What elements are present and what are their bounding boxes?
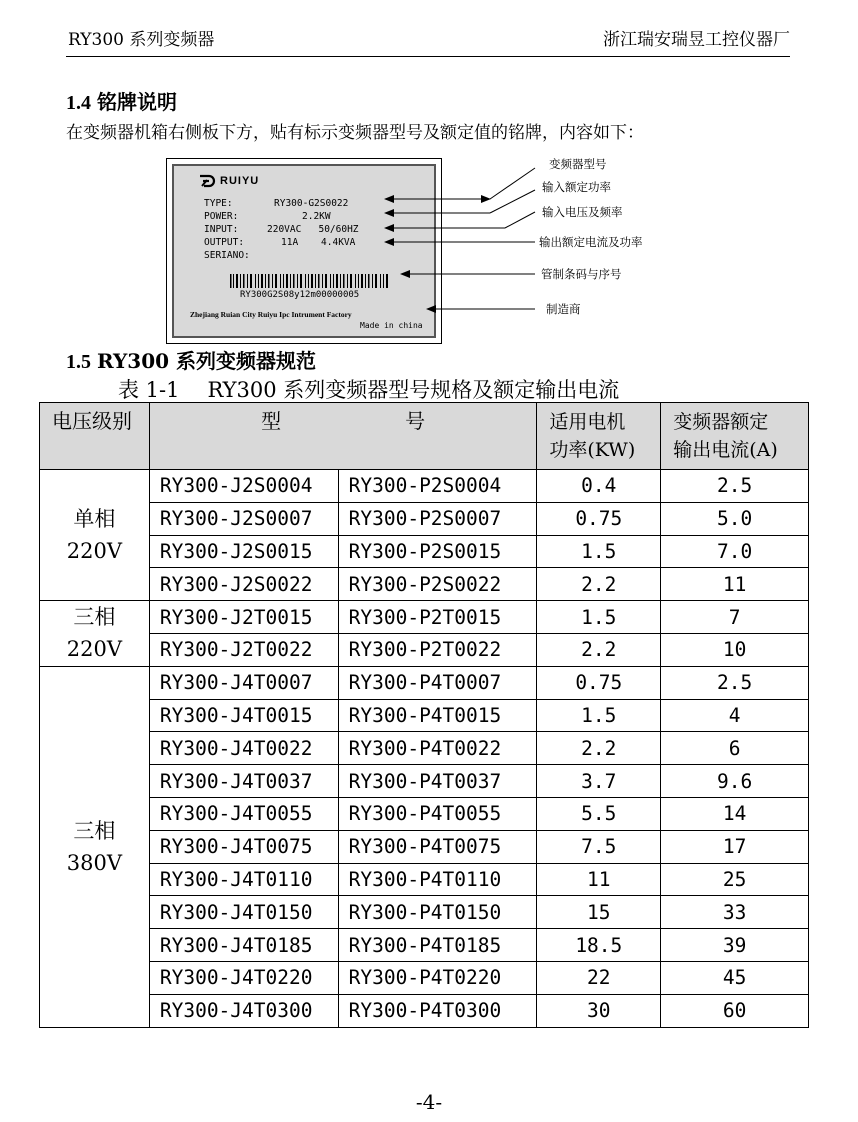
motor-power-cell: 1.5 [537, 601, 661, 634]
power-value: 2.2KW [302, 211, 331, 222]
model-j-cell: RY300-J4T0015 [149, 699, 338, 732]
nameplate [166, 158, 442, 344]
header-model-a: 型 [261, 409, 282, 433]
table-row [40, 830, 809, 863]
table-row [40, 568, 809, 601]
model-j-cell: RY300-J2S0004 [149, 470, 338, 503]
model-p-cell: RY300-P4T0022 [338, 732, 537, 765]
output-value: 11A 4.4KVA [281, 237, 356, 248]
output-current-cell: 14 [661, 797, 809, 830]
section-title: 铭牌说明 [97, 90, 177, 114]
motor-power-cell: 7.5 [537, 830, 661, 863]
model-p-cell: RY300-P2S0004 [338, 470, 537, 503]
model-p-cell: RY300-P4T0055 [338, 797, 537, 830]
output-current-cell: 33 [661, 896, 809, 929]
model-p-cell: RY300-P2S0022 [338, 568, 537, 601]
motor-power-cell: 2.2 [537, 732, 661, 765]
header-power-line2: 功率(KW) [549, 439, 636, 461]
table-row [40, 797, 809, 830]
motor-power-cell: 2.2 [537, 568, 661, 601]
table-caption-label: 表 1-1 [118, 378, 180, 402]
model-p-cell: RY300-P2S0015 [338, 535, 537, 568]
section-1-5-heading [66, 345, 316, 374]
output-current-cell: 9.6 [661, 765, 809, 798]
header-current-line2: 输出电流(A) [673, 439, 778, 461]
barcode-icon [230, 274, 388, 288]
table-row [40, 535, 809, 568]
input-label: INPUT: [204, 224, 239, 235]
output-current-cell: 17 [661, 830, 809, 863]
table-row [40, 502, 809, 535]
table-row [40, 601, 809, 634]
model-p-cell: RY300-P4T0185 [338, 929, 537, 962]
power-label: POWER: [204, 211, 239, 222]
model-j-cell: RY300-J4T0220 [149, 961, 338, 994]
callout-barcode: 管制条码与序号 [541, 267, 622, 281]
output-current-cell: 60 [661, 994, 809, 1027]
table-header-row [40, 403, 809, 470]
output-current-cell: 4 [661, 699, 809, 732]
output-current-cell: 39 [661, 929, 809, 962]
motor-power-cell: 0.75 [537, 502, 661, 535]
made-in: Made in china [360, 321, 423, 330]
table-row [40, 633, 809, 666]
model-j-cell: RY300-J4T0150 [149, 896, 338, 929]
motor-power-cell: 3.7 [537, 765, 661, 798]
motor-power-cell: 18.5 [537, 929, 661, 962]
voltage-phase: 三相 [73, 605, 116, 630]
callout-model: 变频器型号 [549, 157, 607, 171]
table-row [40, 470, 809, 503]
input-value: 220VAC 50/60HZ [267, 224, 359, 235]
model-j-cell: RY300-J4T0055 [149, 797, 338, 830]
output-current-cell: 25 [661, 863, 809, 896]
model-j-cell: RY300-J4T0007 [149, 666, 338, 699]
voltage-level: 220V [66, 637, 123, 662]
model-j-cell: RY300-J2S0022 [149, 568, 338, 601]
header-voltage: 电压级别 [40, 403, 150, 470]
output-label: OUTPUT: [204, 237, 245, 248]
header-current [661, 403, 809, 470]
model-j-cell: RY300-J4T0300 [149, 994, 338, 1027]
output-current-cell: 10 [661, 633, 809, 666]
header-power [537, 403, 661, 470]
header-left-title: RY300 系列变频器 [68, 30, 215, 50]
model-j-cell: RY300-J4T0037 [149, 765, 338, 798]
voltage-level: 220V [66, 539, 123, 564]
page-header [66, 26, 790, 57]
model-p-cell: RY300-P4T0007 [338, 666, 537, 699]
barcode-number: RY300G2S08y12m00000005 [240, 290, 360, 300]
callout-maker: 制造商 [546, 302, 581, 316]
voltage-group-cell [40, 666, 150, 1027]
voltage-level: 380V [66, 850, 123, 875]
model-p-cell: RY300-P4T0075 [338, 830, 537, 863]
motor-power-cell: 0.4 [537, 470, 661, 503]
table-row [40, 961, 809, 994]
output-current-cell: 2.5 [661, 470, 809, 503]
callout-input-voltage: 输入电压及频率 [542, 205, 623, 219]
header-company: 浙江瑞安瑞昱工控仪器厂 [603, 30, 790, 50]
brand-name: RUIYU [220, 175, 260, 187]
motor-power-cell: 30 [537, 994, 661, 1027]
table-row [40, 666, 809, 699]
model-j-cell: RY300-J2T0022 [149, 633, 338, 666]
table-row [40, 863, 809, 896]
factory-name: Zhejiang Ruian City Ruiyu Ipc Intrument Factory [190, 310, 352, 319]
output-current-cell: 5.0 [661, 502, 809, 535]
type-label: TYPE: [204, 198, 233, 209]
model-p-cell: RY300-P2S0007 [338, 502, 537, 535]
callout-output: 输出额定电流及功率 [539, 235, 643, 249]
model-p-cell: RY300-P4T0220 [338, 961, 537, 994]
model-j-cell: RY300-J4T0185 [149, 929, 338, 962]
section-1-4-heading [66, 86, 177, 115]
table-row [40, 699, 809, 732]
header-model-b: 号 [405, 409, 426, 433]
motor-power-cell: 5.5 [537, 797, 661, 830]
header-current-line1: 变频器额定 [673, 411, 769, 433]
table-row [40, 929, 809, 962]
section-number: 1.4 [66, 92, 91, 114]
motor-power-cell: 1.5 [537, 535, 661, 568]
spec-table [39, 402, 809, 1028]
intro-paragraph: 在变频器机箱右侧板下方，贴有标示变频器型号及额定值的铭牌，内容如下： [66, 123, 644, 143]
model-p-cell: RY300-P2T0022 [338, 633, 537, 666]
section-number: 1.5 [66, 351, 91, 373]
model-j-cell: RY300-J4T0110 [149, 863, 338, 896]
callout-input-power: 输入额定功率 [542, 180, 611, 194]
motor-power-cell: 0.75 [537, 666, 661, 699]
output-current-cell: 7 [661, 601, 809, 634]
motor-power-cell: 1.5 [537, 699, 661, 732]
table-caption-text: RY300 系列变频器型号规格及额定输出电流 [207, 378, 620, 402]
model-j-cell: RY300-J2S0015 [149, 535, 338, 568]
model-p-cell: RY300-P4T0150 [338, 896, 537, 929]
output-current-cell: 45 [661, 961, 809, 994]
table-row [40, 896, 809, 929]
table-body [40, 470, 809, 1028]
motor-power-cell: 15 [537, 896, 661, 929]
model-j-cell: RY300-J2S0007 [149, 502, 338, 535]
output-current-cell: 2.5 [661, 666, 809, 699]
model-p-cell: RY300-P4T0300 [338, 994, 537, 1027]
table-row [40, 732, 809, 765]
brand-logo [198, 174, 259, 188]
serial-label: SERIANO: [204, 250, 250, 261]
table-row [40, 994, 809, 1027]
model-p-cell: RY300-P4T0110 [338, 863, 537, 896]
model-j-cell: RY300-J4T0022 [149, 732, 338, 765]
model-j-cell: RY300-J4T0075 [149, 830, 338, 863]
output-current-cell: 6 [661, 732, 809, 765]
header-power-line1: 适用电机 [549, 411, 626, 433]
ruiyu-logo-icon [198, 174, 216, 188]
type-value: RY300-G2S0022 [274, 198, 349, 209]
model-p-cell: RY300-P2T0015 [338, 601, 537, 634]
table-caption [118, 374, 619, 404]
output-current-cell: 11 [661, 568, 809, 601]
model-p-cell: RY300-P4T0037 [338, 765, 537, 798]
output-current-cell: 7.0 [661, 535, 809, 568]
voltage-phase: 三相 [73, 818, 116, 843]
header-model [149, 403, 537, 470]
voltage-group-cell [40, 601, 150, 667]
model-j-cell: RY300-J2T0015 [149, 601, 338, 634]
voltage-group-cell [40, 470, 150, 601]
voltage-phase: 单相 [73, 507, 116, 532]
table-row [40, 765, 809, 798]
motor-power-cell: 11 [537, 863, 661, 896]
page-number: -4- [415, 1090, 443, 1114]
motor-power-cell: 22 [537, 961, 661, 994]
section-title: RY300 系列变频器规范 [97, 349, 316, 373]
motor-power-cell: 2.2 [537, 633, 661, 666]
model-p-cell: RY300-P4T0015 [338, 699, 537, 732]
